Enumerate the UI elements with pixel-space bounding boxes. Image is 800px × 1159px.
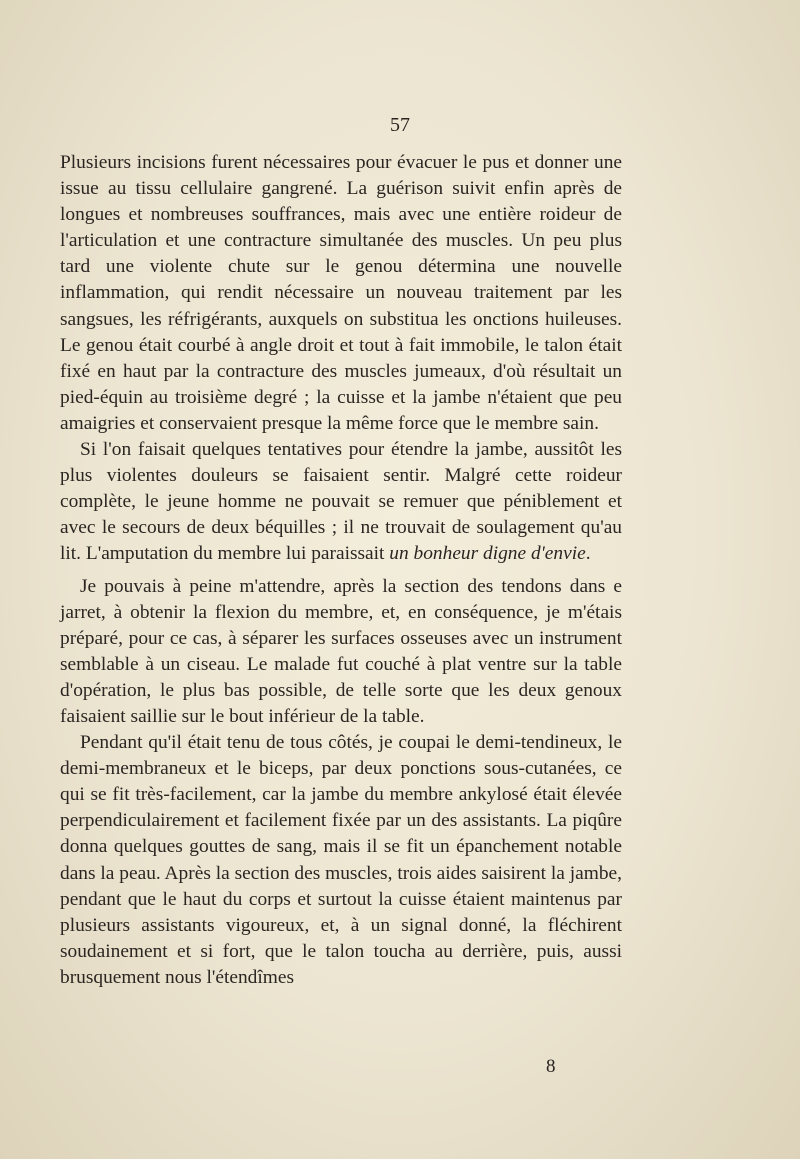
page-number: 57 <box>390 114 410 136</box>
paragraph-4: Pendant qu'il était tenu de tous côtés, je coupai le demi-tendineux, le demi-membraneux et le biceps, par deux ponctions sous-cutanées, ce qui se fit très-facilement, car la jambe du membre ankylosé était élevée perpendiculairement et facilement fixée par un des assistants. La piqûre donna quelques gouttes de sang, mais il se fit un épanchement notable dans la peau. Après la section des muscles, trois aides saisirent la jambe, pendant que le haut du corps et surtout la cuisse étaient maintenus par plusieurs assistants vigoureux, et, à un signal donné, la fléchirent soudainement et si fort, que le talon toucha au derrière, puis, aussi brusquement nous l'étendîmes <box>60 732 622 988</box>
paragraph-2 <box>60 437 622 567</box>
paragraph-2-italic: un bonheur digne d'envie <box>389 543 586 565</box>
paragraph-2-text: Si l'on faisait quelques tentatives pour étendre la jambe, aussitôt les plus violentes douleurs se faisaient sentir. Malgré cette roideur complète, le jeune homme ne pouvait se remuer que péniblement et avec le secours de deux béquilles ; il ne trouvait de soulagement qu'au lit. L'amputation du membre lui paraissait <box>60 439 622 565</box>
signature-mark: 8 <box>546 1056 556 1077</box>
paragraph-3: Je pouvais à peine m'attendre, après la section des tendons dans e jarret, à obtenir la flexion du membre, et, en conséquence, je m'étais préparé, pour ce cas, à séparer les surfaces osseuses avec un instrument semblable à un ciseau. Le malade fut couché à plat ventre sur la table d'opération, le plus bas possible, de telle sorte que les deux genoux faisaient saillie sur le bout inférieur de la table. <box>60 575 622 727</box>
paragraph-1: Plusieurs incisions furent nécessaires pour évacuer le pus et donner une issue au tissu cellulaire gangrené. La guérison suivit enfin après de longues et nombreuses souffrances, mais avec une entière roideur de l'articulation et une contracture simultanée des muscles. Un peu plus tard une violente chute sur le genou détermina une nouvelle inflammation, qui rendit nécessaire un nouveau traitement par les sangsues, les réfrigérants, auxquels on substitua les onctions huileuses. Le genou était courbé à angle droit et tout à fait immobile, le talon était fixé en haut par la contracture des muscles jumeaux, d'où résultait un pied-équin au troisième degré ; la cuisse et la jambe n'étaient que peu amaigries et conservaient presque la même force que le membre sain. <box>60 152 622 434</box>
paragraph-2-end: . <box>585 543 591 565</box>
body-text <box>60 150 622 991</box>
